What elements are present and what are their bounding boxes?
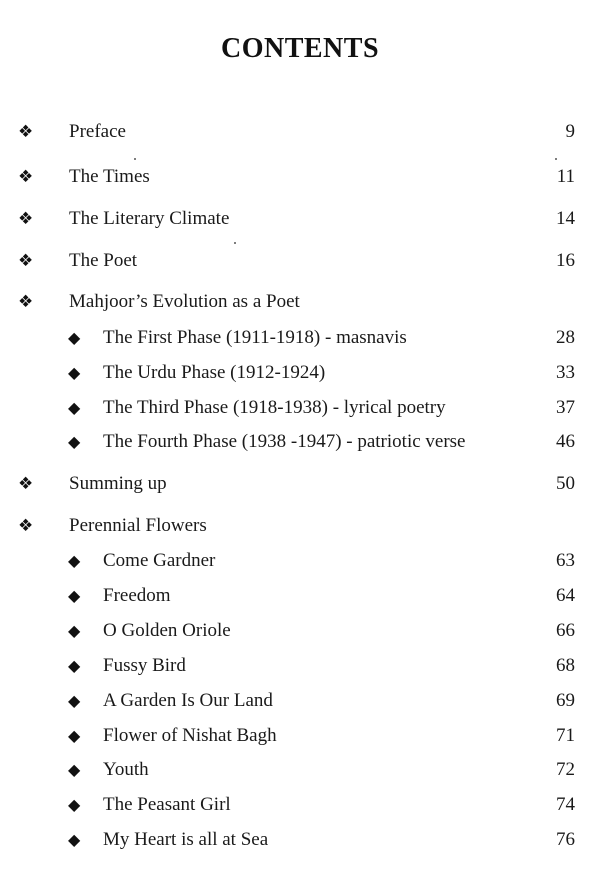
toc-entry-page-number: 63 [556, 550, 575, 571]
black-diamond-icon: ◆ [68, 795, 81, 814]
four-diamond-icon: ❖ [18, 209, 34, 229]
toc-entry [0, 652, 600, 680]
toc-entry-page-number: 16 [556, 250, 575, 271]
toc-entry-label: Come Gardner [103, 550, 216, 571]
black-diamond-icon: ◆ [68, 363, 81, 382]
toc-entry-label: A Garden Is Our Land [103, 690, 273, 711]
toc-entry-label: O Golden Oriole [103, 620, 231, 641]
toc-entry [0, 288, 600, 316]
four-diamond-icon: ❖ [18, 292, 34, 312]
toc-entry [0, 428, 600, 456]
toc-entry [0, 470, 600, 498]
toc-entry-page-number: 14 [556, 208, 575, 229]
black-diamond-icon: ◆ [68, 621, 81, 640]
toc-entry [0, 394, 600, 422]
black-diamond-icon: ◆ [68, 830, 81, 849]
toc-entry-label: The Urdu Phase (1912-1924) [103, 362, 326, 383]
toc-entry [0, 163, 600, 191]
scan-speck [555, 158, 557, 160]
four-diamond-icon: ❖ [18, 474, 34, 494]
four-diamond-icon: ❖ [18, 516, 34, 536]
toc-entry-page-number: 50 [556, 473, 575, 494]
toc-entry [0, 512, 600, 540]
toc-entry-label: Fussy Bird [103, 655, 186, 676]
black-diamond-icon: ◆ [68, 586, 81, 605]
black-diamond-icon: ◆ [68, 691, 81, 710]
black-diamond-icon: ◆ [68, 398, 81, 417]
toc-entry-label: The Times [69, 166, 150, 187]
toc-entry-page-number: 74 [556, 794, 575, 815]
toc-entry-label: Summing up [69, 473, 167, 494]
toc-entry-page-number: 71 [556, 725, 575, 746]
toc-entry [0, 547, 600, 575]
toc-entry-label: My Heart is all at Sea [103, 829, 269, 850]
toc-entry-label: The Peasant Girl [103, 794, 231, 815]
black-diamond-icon: ◆ [68, 726, 81, 745]
four-diamond-icon: ❖ [18, 122, 34, 142]
toc-entry-page-number: 33 [556, 362, 575, 383]
four-diamond-icon: ❖ [18, 251, 34, 271]
toc-entry-page-number: 9 [565, 121, 575, 142]
toc-entry-label: The Literary Climate [69, 208, 230, 229]
toc-entry [0, 582, 600, 610]
toc-entry [0, 617, 600, 645]
toc-entry [0, 205, 600, 233]
toc-entry-page-number: 11 [556, 166, 575, 187]
toc-entry-label: Freedom [103, 585, 171, 606]
toc-entry [0, 359, 600, 387]
toc-entry [0, 791, 600, 819]
black-diamond-icon: ◆ [68, 656, 81, 675]
toc-entry-page-number: 37 [556, 397, 575, 418]
black-diamond-icon: ◆ [68, 760, 81, 779]
black-diamond-icon: ◆ [68, 551, 81, 570]
toc-entry-page-number: 76 [556, 829, 575, 850]
toc-entry-label: Preface [69, 121, 126, 142]
toc-entry [0, 687, 600, 715]
toc-entry-page-number: 28 [556, 327, 575, 348]
toc-entry [0, 756, 600, 784]
toc-entry-page-number: 69 [556, 690, 575, 711]
toc-entry-label: The Fourth Phase (1938 -1947) - patriotic verse [103, 431, 466, 452]
toc-entry-label: Perennial Flowers [69, 515, 207, 536]
toc-entry-label: Flower of Nishat Bagh [103, 725, 277, 746]
four-diamond-icon: ❖ [18, 167, 34, 187]
scan-speck [134, 158, 136, 160]
toc-entry [0, 118, 600, 146]
toc-entry-label: Mahjoor’s Evolution as a Poet [69, 291, 300, 312]
toc-entry-page-number: 66 [556, 620, 575, 641]
toc-entry [0, 324, 600, 352]
toc-entry [0, 722, 600, 750]
page-title: CONTENTS [220, 33, 380, 64]
toc-entry-page-number: 72 [556, 759, 575, 780]
toc-entry-label: The Poet [69, 250, 138, 271]
toc-entry-label: Youth [103, 759, 149, 780]
toc-entry-page-number: 46 [556, 431, 575, 452]
toc-entry-label: The Third Phase (1918-1938) - lyrical poetry [103, 397, 446, 418]
toc-entry-page-number: 64 [556, 585, 575, 606]
scan-speck [234, 242, 236, 244]
black-diamond-icon: ◆ [68, 432, 81, 451]
toc-entry-label: The First Phase (1911-1918) - masnavis [103, 327, 407, 348]
toc-entry-page-number: 68 [556, 655, 575, 676]
black-diamond-icon: ◆ [68, 328, 81, 347]
toc-entry [0, 826, 600, 854]
toc-entry [0, 247, 600, 275]
